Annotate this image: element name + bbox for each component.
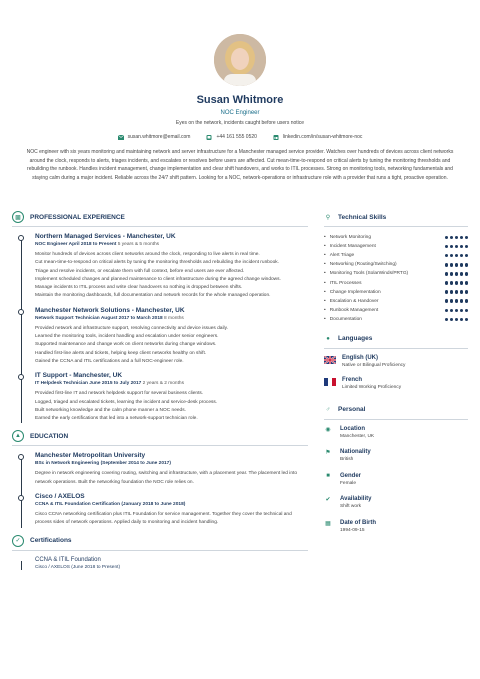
- skill-dot: [460, 263, 464, 267]
- personal-label: Gender: [340, 472, 362, 479]
- skill-level: [445, 318, 469, 322]
- language-entry: [324, 377, 468, 399]
- skill-dot: [445, 245, 449, 249]
- timeline-dot: [18, 495, 24, 501]
- personal-gender: [324, 473, 468, 497]
- skill-dot: [460, 236, 464, 240]
- skill-level: [445, 263, 469, 267]
- skill-dot: [455, 281, 459, 285]
- education-entry: [35, 452, 308, 487]
- skill-dot: [445, 272, 449, 276]
- phone-contact[interactable]: [206, 134, 256, 140]
- skill-dot: [445, 299, 449, 303]
- skill-level: [445, 236, 469, 240]
- job-bullet: Implement scheduled changes and planned maintenance to client infrastructure during the agreed change windows.: [35, 276, 281, 282]
- job-bullet: Learned the monitoring tools, incident handling and escalation under senior engineers.: [35, 334, 219, 340]
- job-entry: [35, 233, 308, 301]
- skills-list: [324, 233, 468, 324]
- job-bullets: [35, 251, 308, 301]
- certification-issuer-text: Cisco / AXELOS (June 2018 to Present): [35, 564, 121, 570]
- skill-dot: [455, 236, 459, 240]
- email-icon: [118, 135, 124, 140]
- skill-name: • Documentation: [324, 317, 362, 322]
- job-role: [35, 316, 308, 321]
- skill-level: [445, 254, 469, 258]
- gender-icon: ♂: [325, 406, 331, 413]
- skill-dot: [465, 254, 469, 258]
- job-bullet: Logged, triaged and escalated tickets, learning the incident and service-desk process.: [35, 399, 218, 405]
- skill-dot: [460, 299, 464, 303]
- personal-dob: [324, 520, 468, 544]
- certificate-icon: ✓: [12, 535, 24, 547]
- france-flag-icon: [324, 378, 336, 386]
- job-role-dates: IT Helpdesk Technician June 2015 to July 2017: [35, 381, 142, 387]
- personal-value: British: [340, 457, 354, 463]
- language-level: Limited Working Proficiency: [342, 384, 402, 390]
- skill-row: [324, 278, 468, 287]
- linkedin-text: linkedin.com/in/susan-whitmore-noc: [282, 134, 363, 140]
- certifications-timeline: [12, 557, 308, 570]
- skill-dot: [465, 309, 469, 313]
- job-title: NOC Engineer: [220, 110, 260, 116]
- lightbulb-icon: ⚲: [325, 214, 331, 221]
- skill-dot: [455, 309, 459, 313]
- skill-dot: [465, 245, 469, 249]
- skill-dot: [445, 263, 449, 267]
- job-bullet: Provided first-line IT and network helpdesk support for several business clients.: [35, 391, 204, 397]
- job-entry: [35, 372, 308, 423]
- job-role-dates: Network Support Technician August 2017 to March 2018: [35, 315, 163, 321]
- skill-dot: [460, 290, 464, 294]
- skills-section: [324, 210, 468, 324]
- certifications-section: [12, 534, 308, 570]
- timeline-dot: [18, 454, 24, 460]
- skill-dot: [450, 245, 454, 249]
- certifications-header: [12, 534, 308, 548]
- skill-dot: [455, 299, 459, 303]
- skill-level: [445, 281, 469, 285]
- job-bullet: Handled first-line alerts and tickets, helping keep client networks healthy on shift.: [35, 350, 207, 356]
- resume-header: [0, 0, 480, 182]
- skill-name: • Incident Management: [324, 244, 376, 249]
- phone-text: +44 161 555 0520: [216, 134, 257, 140]
- skill-row: [324, 260, 468, 269]
- certification-name: CCNA & ITIL Foundation: [35, 556, 101, 563]
- location-icon: ◉: [325, 426, 331, 433]
- skill-dot: [460, 309, 464, 313]
- skill-dot: [460, 281, 464, 285]
- job-company: Northern Managed Services - Manchester, UK: [35, 233, 176, 240]
- certification-issuer: [35, 565, 308, 570]
- job-entry: [35, 307, 308, 366]
- skill-name: • Escalation & Handover: [324, 299, 378, 304]
- skill-dot: [450, 236, 454, 240]
- education-desc: [35, 511, 308, 528]
- skill-row: [324, 297, 468, 306]
- skills-header: [324, 210, 468, 224]
- skill-dot: [445, 236, 449, 240]
- skill-dot: [460, 245, 464, 249]
- globe-icon: ●: [326, 335, 330, 342]
- tagline: Eyes on the network, incidents caught before users notice: [175, 120, 305, 126]
- skill-dot: [450, 254, 454, 258]
- skill-row: [324, 233, 468, 242]
- job-bullets: [35, 325, 308, 366]
- skills-heading: Technical Skills: [338, 213, 387, 221]
- skill-dot: [465, 236, 469, 240]
- skill-level: [445, 272, 469, 276]
- skill-dot: [455, 245, 459, 249]
- education-timeline: [12, 452, 308, 527]
- divider: [324, 419, 468, 420]
- skill-row: [324, 288, 468, 297]
- school-name: Cisco / AXELOS: [35, 493, 85, 501]
- experience-section: [12, 210, 308, 423]
- skill-name: • Alert Triage: [324, 253, 354, 258]
- education-entry: [35, 493, 308, 528]
- skill-dot: [450, 290, 454, 294]
- job-bullet: Maintain the monitoring dashboards, full documentation and network records for the whole managed operation.: [35, 293, 271, 299]
- email-contact[interactable]: [118, 134, 191, 140]
- skill-dot: [465, 281, 469, 285]
- skill-row: [324, 251, 468, 260]
- personal-label: Availability: [340, 496, 372, 503]
- job-bullet: Supported maintenance and change work on client networks during change windows.: [35, 342, 217, 348]
- personal-value: Female: [340, 480, 356, 486]
- personal-section: [324, 403, 468, 544]
- graduation-cap-icon: ▲: [12, 430, 24, 442]
- skill-name: • Monitoring Tools (SolarWinds/PRTG): [324, 271, 408, 276]
- job-bullet: Cut mean-time-to-respond on critical alerts by tuning the monitoring thresholds and rebuilding the incident runbook.: [35, 260, 279, 266]
- degree-text: BSc in Network Engineering (September 2014 to June 2017): [35, 461, 171, 467]
- job-bullet: Built networking knowledge and the calm phone manner a NOC needs.: [35, 407, 186, 413]
- phone-icon: [206, 135, 212, 140]
- skill-dot: [450, 263, 454, 267]
- languages-section: [324, 332, 468, 399]
- job-duration: 8 months: [164, 315, 184, 321]
- divider: [12, 550, 308, 551]
- skill-dot: [460, 318, 464, 322]
- skill-dot: [455, 263, 459, 267]
- skill-dot: [450, 281, 454, 285]
- job-bullet: Provided network and infrastructure support, resolving connectivity and device issues daily.: [35, 325, 228, 331]
- skill-dot: [450, 272, 454, 276]
- skill-dot: [455, 290, 459, 294]
- personal-value: 1994-09-15: [340, 527, 365, 533]
- education-desc: [35, 470, 308, 487]
- job-role: [35, 242, 308, 247]
- skill-dot: [445, 290, 449, 294]
- skill-level: [445, 299, 469, 303]
- certification-entry: [35, 557, 308, 570]
- education-section: [12, 429, 308, 527]
- skill-dot: [465, 263, 469, 267]
- degree: [35, 461, 308, 466]
- skill-dot: [455, 318, 459, 322]
- personal-label: Nationality: [340, 449, 371, 456]
- language-level: Native or Bilingual Proficiency: [342, 362, 406, 368]
- skill-dot: [450, 299, 454, 303]
- profile-photo: [214, 34, 266, 86]
- skill-level: [445, 290, 469, 294]
- language-name: English (UK): [342, 354, 378, 361]
- skill-dot: [445, 309, 449, 313]
- job-role-dates: NOC Engineer April 2018 to Present: [35, 242, 117, 247]
- divider: [324, 348, 468, 349]
- skill-name: • Runbook Management: [324, 308, 378, 313]
- skill-name: • ITIL Processes: [324, 281, 362, 286]
- skill-dot: [460, 272, 464, 276]
- divider: [12, 226, 308, 227]
- personal-header: [324, 403, 468, 417]
- degree-text: CCNA & ITIL Foundation Certification (January 2018 to June 2018): [35, 502, 186, 508]
- briefcase-icon: ▩: [12, 211, 24, 223]
- languages-header: [324, 332, 468, 346]
- candidate-name: Susan Whitmore: [196, 94, 284, 106]
- divider: [324, 226, 468, 227]
- personal-availability: [324, 496, 468, 520]
- skill-dot: [450, 318, 454, 322]
- linkedin-icon: [273, 135, 279, 140]
- skill-row: [324, 242, 468, 251]
- personal-value: Shift work: [340, 504, 362, 510]
- left-column: [12, 210, 308, 576]
- person-icon: ■: [326, 472, 330, 479]
- check-icon: ✔: [325, 497, 331, 504]
- divider: [12, 445, 308, 446]
- skill-name: • Change Implementation: [324, 290, 381, 295]
- skill-dot: [465, 272, 469, 276]
- skill-level: [445, 309, 469, 313]
- skill-dot: [465, 318, 469, 322]
- education-heading: EDUCATION: [30, 432, 69, 440]
- flag-icon: ⚑: [325, 450, 331, 457]
- skill-dot: [455, 272, 459, 276]
- education-desc-text: Cisco CCNA networking certification plus ITIL Foundation for service management. Together they cover the technical and process sides of network operations. Applied daily to monitoring and incident handling.: [35, 512, 292, 526]
- education-header: [12, 429, 308, 443]
- language-entry: [324, 355, 468, 377]
- personal-heading: Personal: [338, 406, 366, 414]
- job-company: IT Support - Manchester, UK: [35, 372, 123, 380]
- job-duration: 5 years & 5 months: [117, 242, 160, 247]
- personal-label: Location: [340, 425, 365, 432]
- language-name: French: [342, 376, 363, 383]
- skill-dot: [460, 254, 464, 258]
- skill-dot: [450, 309, 454, 313]
- job-bullet: Earned the early certifications that led into a network-support technician role.: [35, 416, 198, 422]
- degree: [35, 502, 308, 507]
- skill-dot: [465, 299, 469, 303]
- right-column: [324, 210, 468, 543]
- experience-heading: PROFESSIONAL EXPERIENCE: [30, 213, 125, 221]
- job-role: [35, 381, 308, 386]
- email-text: susan.whitmore@email.com: [127, 134, 191, 140]
- contact-bar: [0, 134, 480, 140]
- skill-dot: [465, 290, 469, 294]
- job-bullet: Monitor hundreds of devices across client networks around the clock, responding to live alerts in real time.: [35, 252, 260, 257]
- certifications-heading: Certifications: [30, 537, 72, 545]
- linkedin-contact[interactable]: [273, 134, 362, 140]
- timeline-dot: [18, 309, 24, 315]
- skill-row: [324, 306, 468, 315]
- job-bullet: Gained the CCNA and ITIL certifications and a full NOC-engineer role.: [35, 358, 184, 364]
- profile-summary: NOC engineer with six years monitoring and maintaining network and server infrastructure for a Manchester managed service provider. Watches over hundreds of devices across client networks around the clock, responds to alerts, triages incidents, and escalates or resolves before users are affected. Cut mean-time-to-respond on critical alerts by tuning the monitoring thresholds and rebuilding the runbook. Handles incident management, change implementation and clear shift handovers, and works to ITIL processes. Strong on monitoring tools, networking fundamentals and staying calm during a major incident. Reliable across the 24/7 shift pattern. Looking for a NOC, network-operations or infrastructure role with a provider that runs a tight, proactive operation.: [26, 149, 454, 181]
- skill-dot: [455, 254, 459, 258]
- timeline-dot: [18, 235, 24, 241]
- education-desc-text: Degree in network engineering covering routing, switching and infrastructure, with a placement year. The placement led into network operations. Built the networking foundation the NOC role relies on.: [35, 471, 298, 485]
- experience-header: [12, 210, 308, 224]
- job-bullets: [35, 390, 308, 423]
- skill-dot: [445, 281, 449, 285]
- job-bullet: Triage and resolve incidents, or escalate them with full context, before end users are ever affected.: [35, 268, 245, 274]
- timeline-dot: [18, 374, 24, 380]
- skill-dot: [445, 318, 449, 322]
- languages-heading: Languages: [338, 335, 373, 343]
- calendar-icon: ▦: [325, 520, 331, 527]
- uk-flag-icon: [324, 356, 336, 364]
- skill-row: [324, 315, 468, 324]
- personal-value: Manchester, UK: [340, 433, 375, 439]
- experience-timeline: [12, 233, 308, 423]
- school-name: Manchester Metropolitan University: [35, 452, 146, 460]
- personal-nationality: [324, 449, 468, 473]
- skill-level: [445, 245, 469, 249]
- skill-name: • Network Monitoring: [324, 235, 371, 240]
- personal-label: Date of Birth: [340, 519, 376, 526]
- job-company: Manchester Network Solutions - Manchester, UK: [35, 306, 185, 314]
- job-bullet: Manage incidents to ITIL process and write clear handovers so nothing is dropped between shifts.: [35, 285, 243, 291]
- personal-location: [324, 426, 468, 450]
- skill-row: [324, 269, 468, 278]
- job-duration: 2 years & 2 months: [142, 381, 184, 387]
- skill-name: • Networking (Routing/Switching): [324, 262, 397, 267]
- skill-dot: [445, 254, 449, 258]
